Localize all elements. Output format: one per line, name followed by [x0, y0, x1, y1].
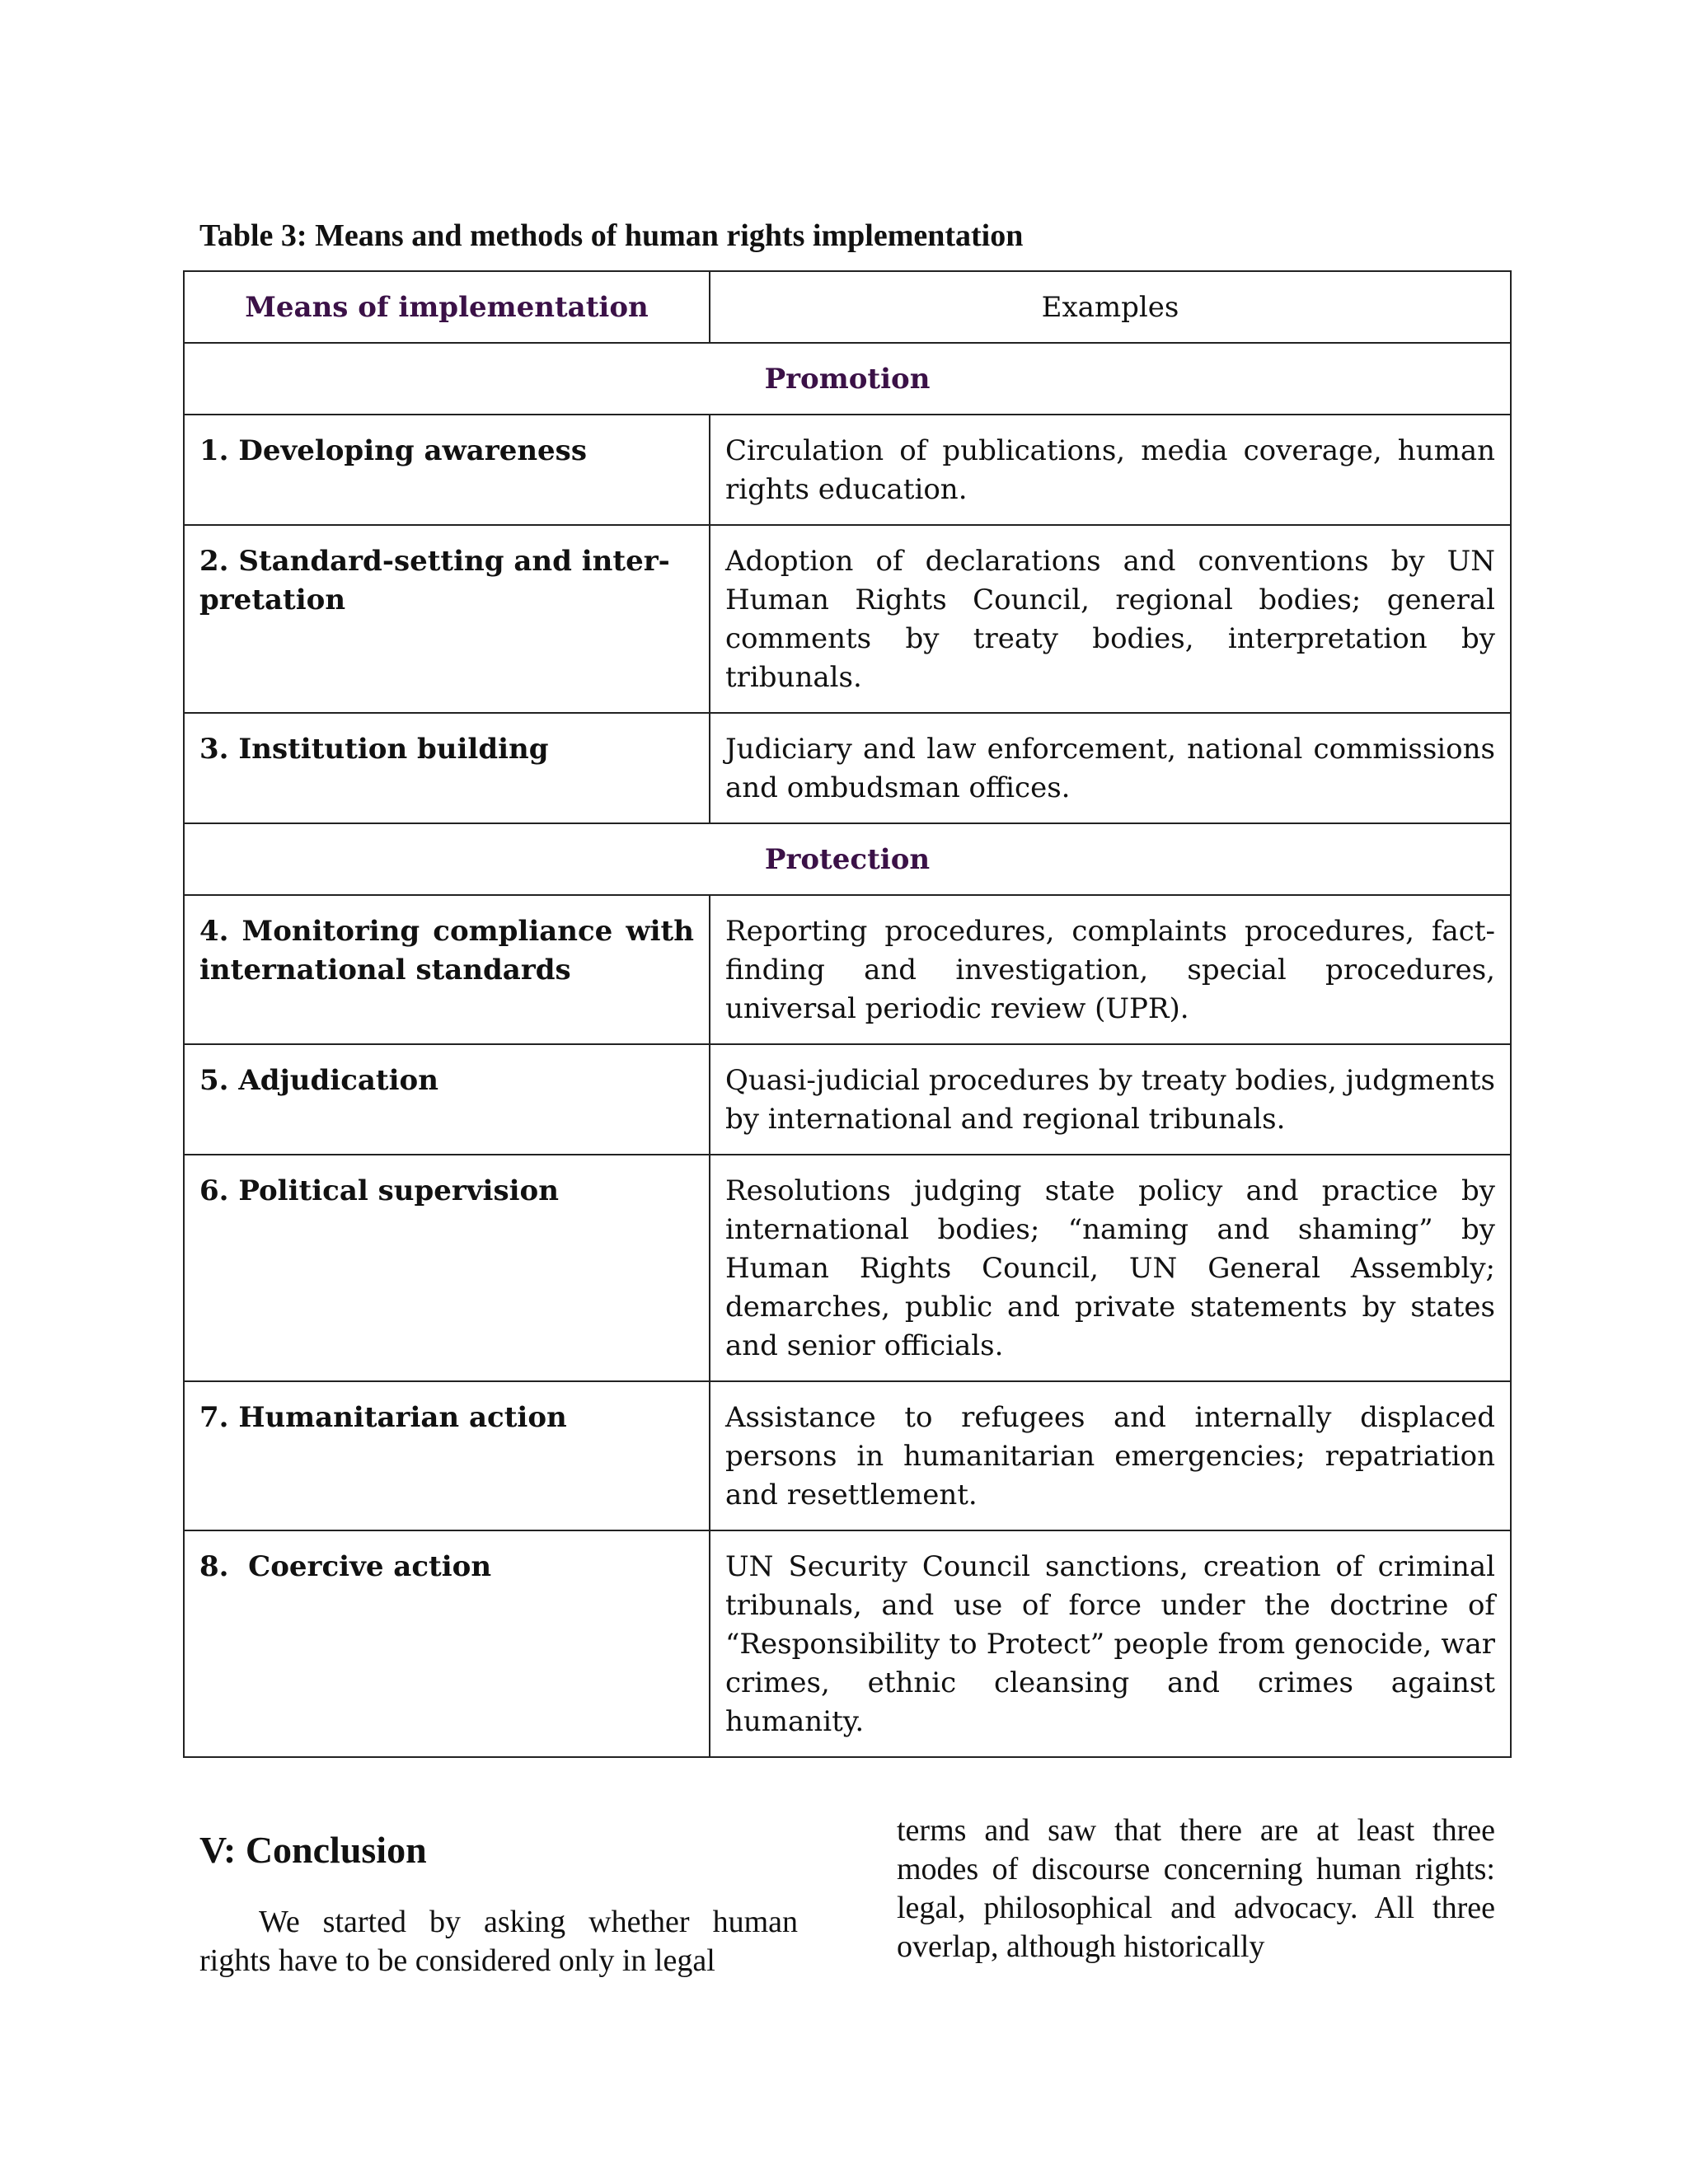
means-cell: 6. Political supervision [184, 1155, 710, 1381]
table-row [184, 1044, 1511, 1155]
means-methods-table [183, 270, 1512, 1758]
examples-cell: Reporting procedures, complaints procedures, fact-finding and investigation, special procedures, universal periodic review (UPR). [710, 895, 1511, 1044]
table-row [184, 525, 1511, 713]
means-cell: 7. Humanitarian action [184, 1381, 710, 1530]
examples-cell: Judiciary and law enforcement, national commissions and ombudsman offices. [710, 713, 1511, 823]
conclusion-paragraph: We started by asking whether human rights have to be considered only in legal [199, 1905, 798, 1978]
examples-cell: Adoption of declarations and conventions by UN Human Rights Council, regional bodies; general comments by treaty bodies, interpretation by tribunals. [710, 525, 1511, 713]
means-cell: 4. Monitoring compliance with international standards [184, 895, 710, 1044]
header-means: Means of implementation [184, 271, 710, 343]
conclusion-right-column [897, 1811, 1495, 1966]
section-title: Promotion [184, 343, 1511, 415]
table-row [184, 1530, 1511, 1757]
means-cell: 1. Developing awareness [184, 415, 710, 525]
table-row [184, 1381, 1511, 1530]
section-row-promotion [184, 343, 1511, 415]
examples-cell: Quasi-judicial procedures by treaty bodies, judgments by international and regional tribunals. [710, 1044, 1511, 1155]
examples-cell: Circulation of publications, media coverage, human rights education. [710, 415, 1511, 525]
means-cell: 8. Coercive action [184, 1530, 710, 1757]
examples-cell: Assistance to refugees and internally displaced persons in humanitarian emergencies; repatriation and resettlement. [710, 1381, 1511, 1530]
means-cell: 3. Institution building [184, 713, 710, 823]
means-cell: 5. Adjudication [184, 1044, 710, 1155]
conclusion-paragraph-continued: terms and saw that there are at least three modes of discourse concerning human rights: legal, philosophical and advocacy. All three overlap, although historically [897, 1813, 1495, 1964]
means-cell: 2. Standard-setting and interpretation [184, 525, 710, 713]
examples-cell: Resolutions judging state policy and practice by international bodies; “naming and shaming” by Human Rights Council, UN General Assembly; demarches, public and private statements by states and senior officials. [710, 1155, 1511, 1381]
table-header-row [184, 271, 1511, 343]
header-examples: Examples [710, 271, 1511, 343]
section-title: Protection [184, 823, 1511, 895]
section-row-protection [184, 823, 1511, 895]
table-row [184, 415, 1511, 525]
conclusion-left-column [199, 1825, 798, 1980]
table-row [184, 713, 1511, 823]
examples-cell: UN Security Council sanctions, creation of criminal tribunals, and use of force under the doctrine of “Responsibility to Protect” people from genocide, war crimes, ethnic cleansing and crimes against humanity. [710, 1530, 1511, 1757]
table-row [184, 895, 1511, 1044]
table-caption: Table 3: Means and methods of human rights implementation [199, 218, 1024, 253]
table-row [184, 1155, 1511, 1381]
conclusion-heading: V: Conclusion [199, 1829, 427, 1871]
